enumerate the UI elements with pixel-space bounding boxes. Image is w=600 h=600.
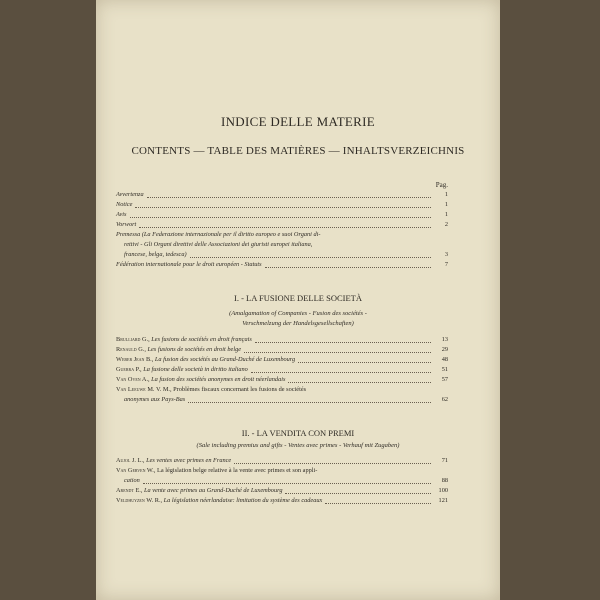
toc-entry [116,200,448,210]
toc-entry [116,385,448,405]
section-subtitle: (Amalgamation of Companies - Fusion des sociétés - [229,310,367,317]
toc-entry-page: 29 [441,346,448,353]
toc-entry-text: Les fusions de sociétés en droit belge [147,346,242,353]
toc-entry-page: 51 [441,366,448,373]
toc-entry-text: La fusion des sociétés au Grand-Duché de Luxembourg [154,356,296,363]
toc-entry-text: Fédération internationale pour le droit européen - Statuts [116,261,262,268]
toc-entry-text: Les fusions de sociétés en droit français [151,336,252,343]
toc-entry-text: Avvertenza [116,191,144,198]
section-heading: II. - LA VENDITA CON PREMI [241,428,355,438]
toc-entry [116,220,448,230]
section-subtitle: Verschmelzung der Handelsgesellschaften) [242,320,354,327]
toc-entry [116,230,448,260]
toc-entry-text: Notice [116,201,133,208]
toc-author: Weber Jean B., [116,356,154,363]
toc-entry-page: 88 [441,477,448,484]
toc-entry-page: 100 [438,487,448,494]
toc-entry [116,466,448,486]
toc-author: Arendt E., [116,487,143,494]
toc-entry-text: La vente avec primes au Grand-Duché de Luxembourg [144,487,283,494]
front-matter-list [116,190,448,270]
section-1-list [116,335,448,405]
toc-entry [116,260,448,270]
toc-author: Van Gerven W., [116,467,156,474]
toc-entry-text: La législation belge relative à la vente avec primes et son appli- [157,467,318,474]
toc-entry-text: Premessa (La Federazione internazionale per il diritto europeo e suoi Organi di- [116,231,321,238]
toc-entry [116,375,448,385]
page-subtitle: CONTENTS — TABLE DES MATIÈRES — INHALTSVERZEICHNIS [131,145,465,157]
toc-entry-text: La fusion des sociétés anonymes en droit néerlandais [151,376,286,383]
toc-entry-page: 121 [438,497,448,504]
toc-entry-page: 13 [441,336,448,343]
toc-entry-text: Les ventes avec primes en France [146,457,232,464]
page-column-label: Pag. [435,181,448,189]
toc-entry-page: 3 [444,251,448,258]
toc-entry [116,210,448,220]
toc-entry-page: 57 [441,376,448,383]
toc-entry-text: Problèmes fiscaux concernant les fusions de sociétés [173,386,307,393]
toc-entry-page: 1 [444,201,448,208]
toc-entry-page: 7 [444,261,448,268]
toc-entry-page: 62 [441,396,448,403]
toc-entry-text: Avis [116,211,127,218]
toc-entry [116,190,448,200]
toc-author: Brulliard G., [116,336,150,343]
toc-entry-page: 1 [444,191,448,198]
toc-entry-text: francese, belga, tedesca) [124,251,187,258]
toc-author: Renauld G., [116,346,146,353]
section-2-list [116,456,448,506]
toc-entry-text: anonymes aux Pays-Bas [124,396,186,403]
section-subtitle: (Sale including premius and gifts - Ventes avec primes - Verhauf mit Zugaben) [196,442,400,449]
toc-author: Aujol J. L., [116,457,145,464]
toc-entry-page: 1 [444,211,448,218]
toc-entry-page: 48 [441,356,448,363]
toc-entry-page: 2 [444,221,448,228]
toc-author: Guerra P., [116,366,142,373]
toc-entry [116,496,448,506]
toc-author: Van Oven A., [116,376,150,383]
section-heading: I. - LA FUSIONE DELLE SOCIETÀ [234,293,362,303]
toc-entry [116,486,448,496]
toc-entry [116,335,448,345]
page-title: INDICE DELLE MATERIE [220,114,376,129]
toc-entry-text: La fusione delle società in diritto italiano [143,366,248,373]
toc-entry-text: rettivi - Gli Organi direttivi delle Associazioni dei giuristi europei italiana, [124,241,313,248]
toc-author: Veldhuyzen W. R., [116,497,163,504]
toc-entry-page: 71 [441,457,448,464]
toc-entry [116,355,448,365]
toc-entry-text: Vorwort [116,221,137,228]
toc-entry [116,365,448,375]
toc-entry-text: La législation néerlandaise: limitation du système des cadeaux [163,497,323,504]
toc-author: Van Leeuwe M. V. M., [116,386,172,393]
toc-entry [116,456,448,466]
book-page [96,0,500,600]
toc-entry [116,345,448,355]
toc-entry-text: cation [124,477,140,484]
